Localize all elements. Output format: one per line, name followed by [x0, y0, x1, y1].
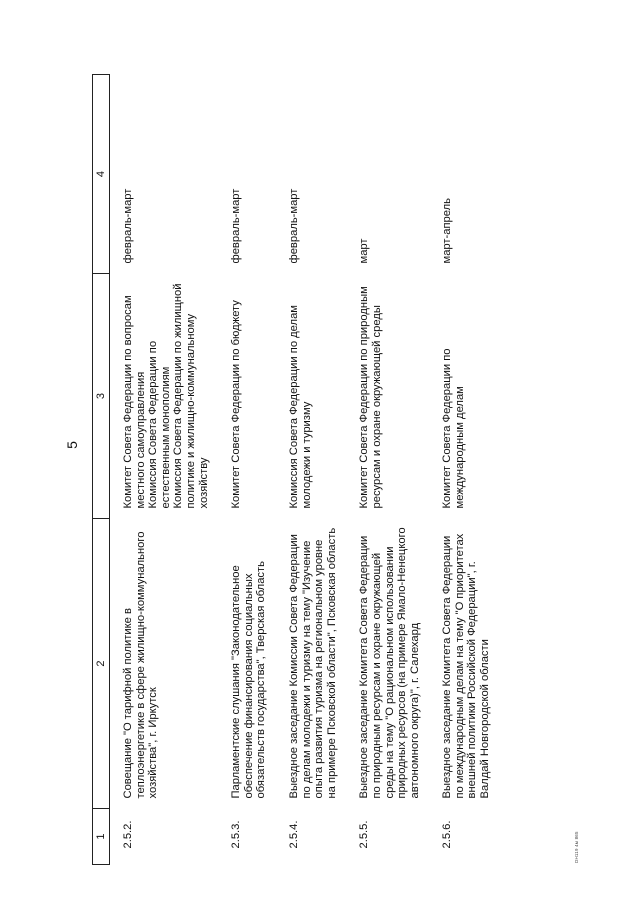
event-description: Выездное заседание Комитета Совета Федерации по природным ресурсам и охране окружающей среды на тему "О рациональном использовании природных ресурсов (на примере Ямало-Ненецкого автономного округа)", г. Салехард	[358, 527, 421, 799]
responsible-body: Комитет Совета Федерации по природным ресурсам и охране окружающей среды	[358, 286, 383, 509]
event-date: март	[358, 238, 371, 264]
item-number: 2.5.2.	[122, 820, 134, 849]
event-description: Выездное заседание Комиссии Совета Федерации по делам молодежи и туризму на тему "Изучение опыта развития туризма на региональном уровне на примере Псковской области", Псковская область	[287, 527, 338, 799]
event-description: Совещание "О тарифной политике в теплоэнергетике в сфере жилищно-коммунального хозяйства", г. Иркутск	[122, 531, 160, 799]
event-date: февраль-март	[230, 188, 243, 264]
item-number: 2.5.3.	[230, 820, 243, 849]
table-row	[218, 75, 276, 865]
item-number: 2.5.5.	[358, 820, 371, 849]
event-description: Парламентские слушания "Законодательное обеспечение финансирования социальных обязательств государства", Тверская область	[230, 561, 268, 799]
responsible-body: Комитет Совета Федерации по вопросам местного самоуправления Комиссия Совета Федерации по естественным монополиям Комиссия Совета Федерации по жилищной политике и жилищно-коммунальному хозяйству	[122, 283, 210, 509]
footer-code: DH119 4м 865	[574, 831, 579, 863]
responsible-body: Комитет Совета Федерации по международным делам	[441, 348, 466, 509]
table-header-row	[93, 75, 110, 865]
event-date: март-апрель	[441, 198, 454, 264]
responsible-body: Комитет Совета Федерации по бюджету	[230, 300, 243, 509]
table-row	[276, 75, 346, 865]
column-header-1: 1	[93, 809, 110, 865]
column-header-3: 3	[93, 274, 110, 519]
item-number: 2.5.6.	[441, 820, 454, 849]
table-row	[346, 75, 429, 865]
event-date: февраль-март	[122, 188, 134, 264]
column-header-4: 4	[93, 75, 110, 274]
table-row	[429, 75, 499, 865]
event-date: февраль-март	[287, 188, 300, 264]
document-page	[40, 25, 600, 865]
plan-table	[92, 74, 500, 865]
responsible-body: Комиссия Совета Федерации по делам молодежи и туризму	[287, 305, 313, 509]
table-row	[110, 75, 219, 865]
column-header-2: 2	[93, 519, 110, 809]
event-description: Выездное заседание Комитета Совета Федерации по международным делам на тему "О приоритетах внешней политики Российской Федерации", г. Валдай Новгородской области	[441, 533, 492, 799]
page-number: 5	[64, 441, 80, 449]
item-number: 2.5.4.	[287, 820, 300, 849]
